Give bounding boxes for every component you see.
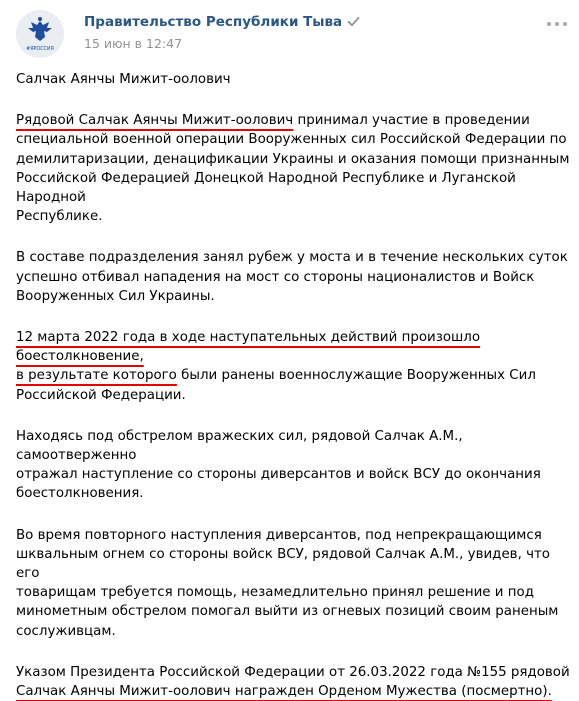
paragraph-line: демилитаризации, денацификации Украины и оказания помощи признанным <box>16 151 570 167</box>
paragraph-line: принимал участие в проведении <box>293 113 530 129</box>
underlined-award: Салчак Аянчы Мижит-оолович награжден Орденом Мужества (посмертно). <box>16 684 552 700</box>
paragraph-line: боестолкновения. <box>16 486 144 502</box>
post-date[interactable]: 15 июн в 12:47 <box>84 36 183 51</box>
paragraph-5 <box>16 526 572 641</box>
post-text <box>16 70 572 701</box>
underlined-date: 12 марта 2022 года в ходе наступательных действий произошло боестолкновение, <box>16 330 481 365</box>
underlined-phrase: в результате которого <box>16 368 177 384</box>
paragraph-line: были ранены военнослужащие Вооруженных Сил <box>176 368 536 384</box>
paragraph-line: Указом Президента Российской Федерации от 26.03.2022 года №155 рядовой <box>16 664 570 680</box>
paragraph-line: Находясь под обстрелом вражеских сил, рядовой Салчак А.М., самоотверженно <box>16 428 463 464</box>
paragraph-line: Республике. <box>16 209 103 225</box>
paragraph-line: В составе подразделения занял рубеж у моста и в течение нескольких суток <box>16 250 568 266</box>
paragraph-line: Российской Федерации. <box>16 387 186 403</box>
underlined-name: Рядовой Салчак Аянчы Мижит-оолович <box>16 113 294 129</box>
paragraph-line: шквальным огнем со стороны войск ВСУ, рядовой Салчак А.М., увидев, что его <box>16 546 550 582</box>
dot <box>563 22 567 26</box>
paragraph-line: успешно отбивал нападения на мост со стороны националистов и Войск <box>16 269 535 285</box>
paragraph-3 <box>16 328 572 405</box>
paragraph-line: Во время повторного наступления диверсантов, под непрекращающимся <box>16 527 542 543</box>
paragraph-line: товарищам требуется помощь, незамедлительно принял решение и под <box>16 585 534 601</box>
paragraph-6 <box>16 663 572 701</box>
paragraph-line: Российской Федерацией Донецкой Народной Республике и Луганской Народной <box>16 170 516 206</box>
avatar[interactable] <box>16 10 64 58</box>
paragraph-4 <box>16 427 572 504</box>
paragraph-line: специальной военной операции Вооруженных сил Российской Федерации по <box>16 132 567 148</box>
paragraph-line: Вооруженных Сил Украины. <box>16 288 215 304</box>
check-icon <box>347 15 360 28</box>
svg-text:#ЯРОССИЯ: #ЯРОССИЯ <box>26 47 54 52</box>
coat-of-arms-eagle-icon <box>16 10 64 58</box>
post-title-text: Салчак Аянчы Мижит-оолович <box>16 72 231 87</box>
paragraph-line: отражал наступление со стороны диверсантов и войск ВСУ до окончания <box>16 467 541 483</box>
dot <box>547 22 551 26</box>
author-name-text[interactable]: Правительство Республики Тыва <box>84 14 343 30</box>
dot <box>555 22 559 26</box>
more-dots-icon[interactable] <box>547 22 567 30</box>
paragraph-2 <box>16 248 572 306</box>
post-title <box>16 70 572 89</box>
author-name[interactable] <box>84 14 360 30</box>
post-header <box>16 10 571 58</box>
paragraph-line: минометным обстрелом помогал выйти из огневых позиций своим раненым <box>16 604 559 620</box>
paragraph-1 <box>16 111 572 226</box>
paragraph-line: сослуживцам. <box>16 623 116 639</box>
